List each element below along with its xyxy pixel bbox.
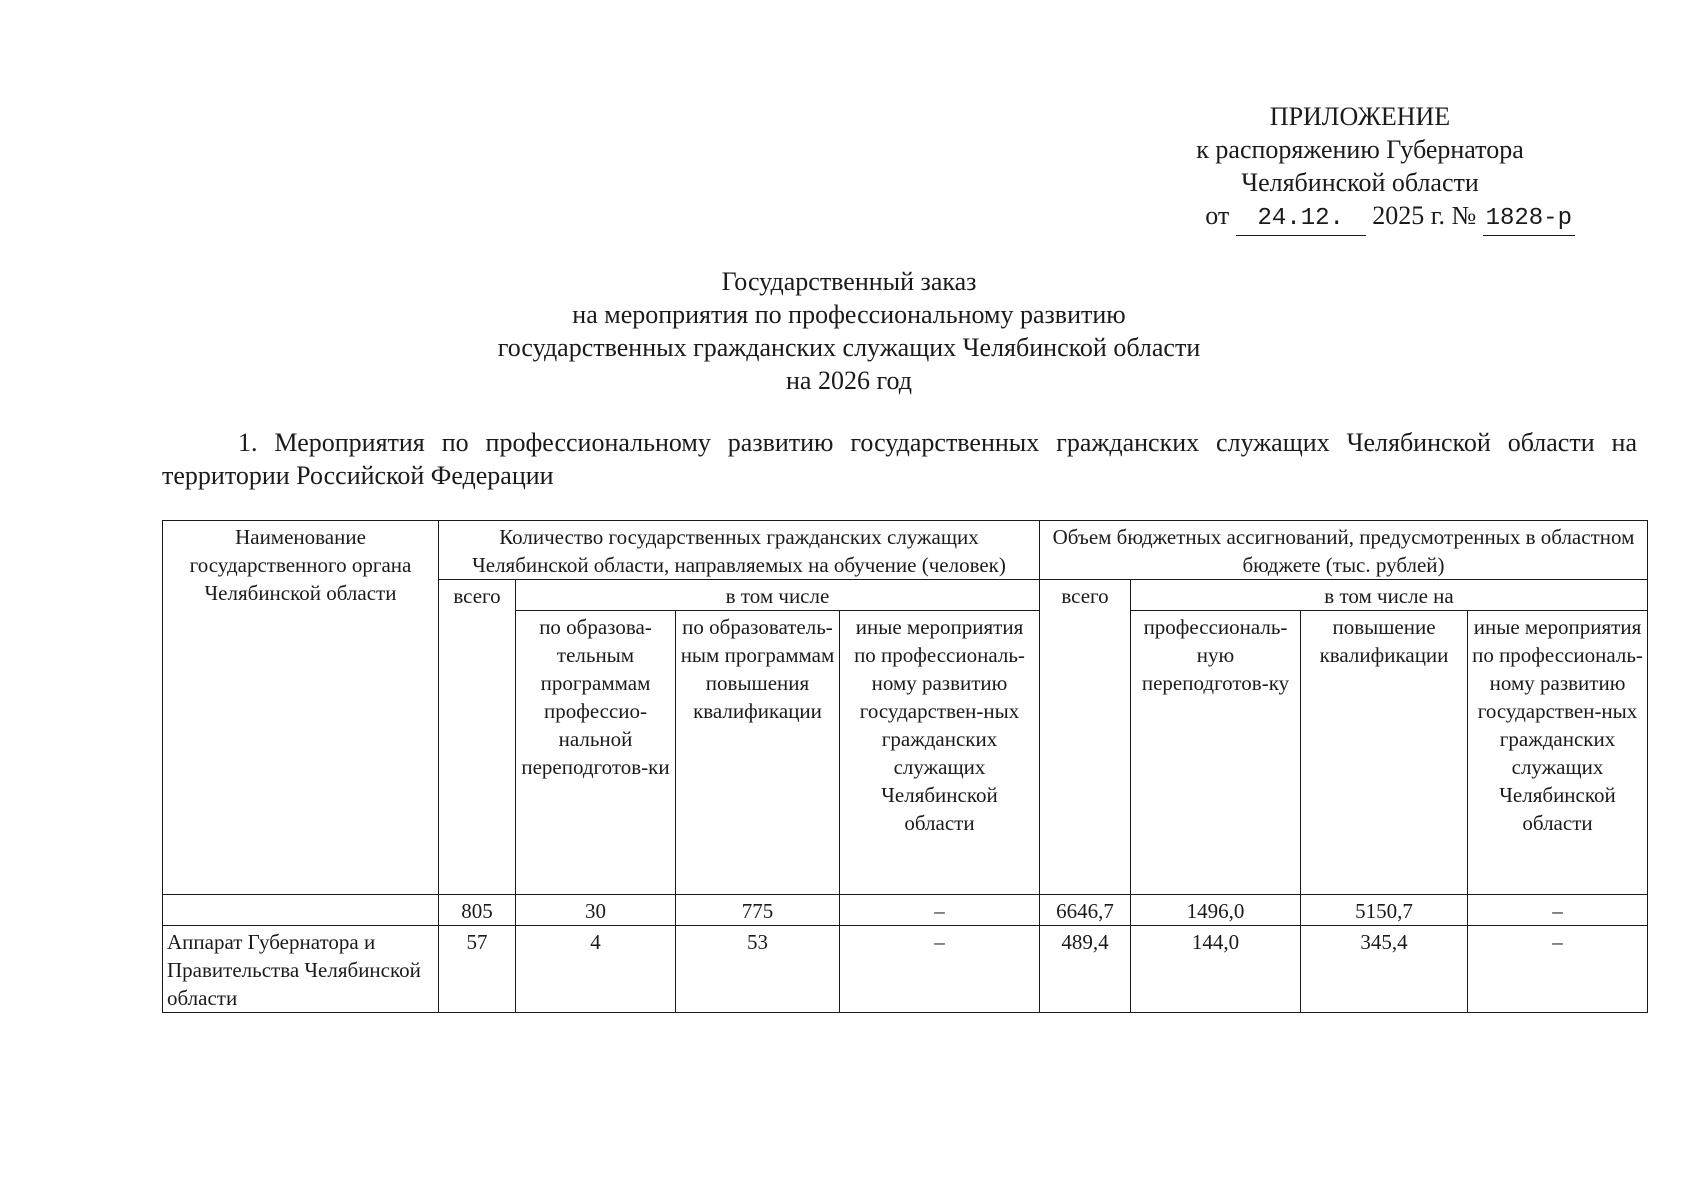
header-organ: Наименование государственного органа Челябинской области	[163, 521, 439, 895]
cell-budget-total: 6646,7	[1040, 895, 1131, 926]
row-name	[163, 895, 439, 926]
cell-qty-total: 805	[439, 895, 516, 926]
appendix-line-2: Челябинской области	[1241, 168, 1479, 197]
header-qty-qualification: по образователь-ным программам повышения квалификации	[676, 611, 840, 895]
header-row-1	[163, 521, 1648, 580]
cell-qty-qualification: 53	[676, 926, 840, 1013]
header-budget-total: всего	[1040, 580, 1131, 895]
header-budget-group: Объем бюджетных ассигнований, предусмотренных в областном бюджете (тыс. рублей)	[1040, 521, 1648, 580]
header-qty-including: в том числе	[516, 580, 1040, 611]
order-number: 1828-р	[1483, 202, 1575, 236]
cell-qty-other: –	[840, 895, 1040, 926]
appendix-date-line	[1150, 199, 1630, 236]
title-line-2: на мероприятия по профессиональному развитию	[572, 300, 1126, 329]
state-order-table	[162, 520, 1648, 1013]
appendix-title: ПРИЛОЖЕНИЕ	[1269, 102, 1451, 131]
cell-qty-qualification: 775	[676, 895, 840, 926]
date-prefix: от	[1205, 201, 1230, 230]
document-title	[0, 265, 1698, 397]
header-qty-total: всего	[439, 580, 516, 895]
header-budget-other: иные мероприятия по профессиональ-ному развитию государствен-ных гражданских служащих Челябинской области	[1468, 611, 1648, 895]
cell-budget-other: –	[1468, 926, 1648, 1013]
cell-budget-retraining: 144,0	[1131, 926, 1301, 1013]
cell-budget-total: 489,4	[1040, 926, 1131, 1013]
date-value: 24.12.	[1236, 202, 1366, 236]
year-text: 2025 г. №	[1372, 201, 1477, 230]
appendix-block	[1120, 100, 1600, 236]
appendix-line-1: к распоряжению Губернатора	[1196, 135, 1524, 164]
table-row-total	[163, 895, 1648, 926]
title-line-4: на 2026 год	[786, 366, 912, 395]
header-budget-including: в том числе на	[1131, 580, 1648, 611]
cell-budget-retraining: 1496,0	[1131, 895, 1301, 926]
cell-budget-other: –	[1468, 895, 1648, 926]
cell-budget-qualification: 345,4	[1301, 926, 1468, 1013]
header-budget-retraining: профессиональ-ную переподготов-ку	[1131, 611, 1301, 895]
header-qty-other: иные мероприятия по профессиональ-ному развитию государствен-ных гражданских служащих Челябинской области	[840, 611, 1040, 895]
title-line-1: Государственный заказ	[721, 267, 977, 296]
table-row	[163, 926, 1648, 1013]
header-budget-qualification: повышение квалификации	[1301, 611, 1468, 895]
cell-qty-other: –	[840, 926, 1040, 1013]
cell-qty-retraining: 30	[516, 895, 676, 926]
cell-qty-retraining: 4	[516, 926, 676, 1013]
cell-budget-qualification: 5150,7	[1301, 895, 1468, 926]
header-qty-retraining: по образова-тельным программам профессио-нальной переподготов-ки	[516, 611, 676, 895]
cell-qty-total: 57	[439, 926, 516, 1013]
header-quantity-group: Количество государственных гражданских служащих Челябинской области, направляемых на обучение (человек)	[439, 521, 1040, 580]
title-line-3: государственных гражданских служащих Челябинской области	[497, 333, 1201, 362]
section-1-heading: 1. Мероприятия по профессиональному развитию государственных гражданских служащих Челябинской области на территории Российской Федерации	[162, 428, 1637, 490]
row-name: Аппарат Губернатора и Правительства Челябинской области	[163, 926, 439, 1013]
